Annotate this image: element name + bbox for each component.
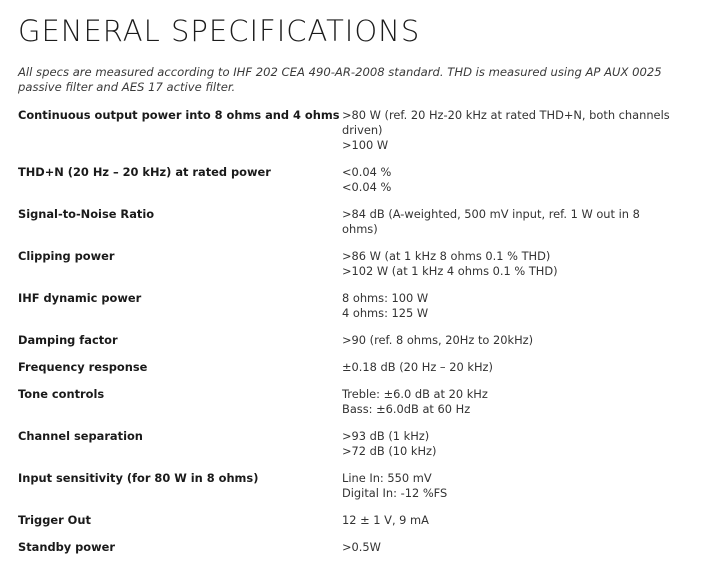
spec-value: >90 (ref. 8 ohms, 20Hz to 20kHz): [342, 333, 534, 347]
spec-values: [342, 108, 672, 153]
spec-value: Digital In: -12 %FS: [342, 486, 448, 500]
spec-values: [342, 165, 672, 195]
spec-value: <0.04 %: [342, 180, 392, 194]
spec-value: Bass: ±6.0dB at 60 Hz: [342, 402, 471, 416]
spec-value: 4 ohms: 125 W: [342, 306, 429, 320]
spec-values: [342, 291, 672, 321]
spec-label: Clipping power: [18, 249, 115, 263]
spec-label: Continuous output power into 8 ohms and 4 ohms: [18, 108, 340, 122]
spec-values: [342, 429, 672, 459]
spec-label: Damping factor: [18, 333, 118, 347]
spec-label: Tone controls: [18, 387, 105, 401]
spec-value: ±0.18 dB (20 Hz – 20 kHz): [342, 360, 493, 374]
spec-label: Trigger Out: [18, 513, 91, 527]
spec-value: >86 W (at 1 kHz 8 ohms 0.1 % THD): [342, 249, 551, 263]
page-title: GENERAL SPECIFICATIONS: [18, 14, 421, 48]
spec-values: [342, 471, 672, 501]
spec-value: >93 dB (1 kHz): [342, 429, 430, 443]
spec-label: Channel separation: [18, 429, 143, 443]
spec-values: [342, 387, 672, 417]
intro-note: All specs are measured according to IHF 202 CEA 490-AR-2008 standard. THD is measured using AP AUX 0025 passive filter and AES 17 active filter.: [18, 65, 662, 94]
spec-values: [342, 333, 672, 348]
spec-label: Signal-to-Noise Ratio: [18, 207, 155, 221]
spec-values: [342, 249, 672, 279]
spec-value: >102 W (at 1 kHz 4 ohms 0.1 % THD): [342, 264, 558, 278]
spec-value: >0.5W: [342, 540, 381, 554]
spec-values: [342, 207, 672, 237]
spec-value: <0.04 %: [342, 165, 392, 179]
spec-value: 8 ohms: 100 W: [342, 291, 429, 305]
spec-values: [342, 540, 672, 555]
spec-value: >80 W (ref. 20 Hz-20 kHz at rated THD+N, both channels driven): [342, 108, 670, 137]
spec-value: 12 ± 1 V, 9 mA: [342, 513, 429, 527]
spec-values: [342, 360, 672, 375]
spec-value: >72 dB (10 kHz): [342, 444, 437, 458]
spec-value: Line In: 550 mV: [342, 471, 432, 485]
spec-label: Frequency response: [18, 360, 148, 374]
spec-label: Input sensitivity (for 80 W in 8 ohms): [18, 471, 259, 485]
spec-label: Standby power: [18, 540, 115, 554]
spec-label: IHF dynamic power: [18, 291, 142, 305]
spec-values: [342, 513, 672, 528]
spec-value: Treble: ±6.0 dB at 20 kHz: [342, 387, 488, 401]
spec-label: THD+N (20 Hz – 20 kHz) at rated power: [18, 165, 271, 179]
spec-value: >100 W: [342, 138, 389, 152]
spec-value: >84 dB (A-weighted, 500 mV input, ref. 1 W out in 8 ohms): [342, 207, 640, 236]
